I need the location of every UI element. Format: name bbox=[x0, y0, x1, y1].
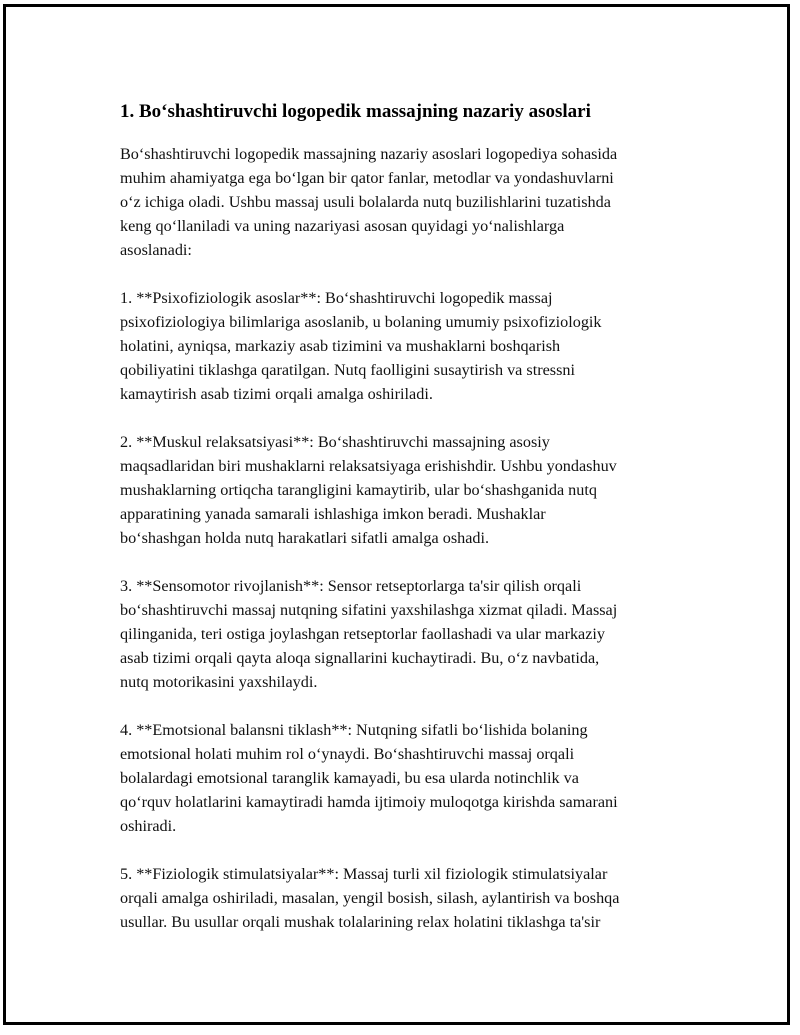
section-heading: 1. Bo‘shashtiruvchi logopedik massajning nazariy asoslari bbox=[120, 101, 591, 122]
text-line: emotsional holati muhim rol o‘ynaydi. Bo‘shashtiruvchi massaj orqali bbox=[120, 745, 575, 763]
page-frame bbox=[3, 4, 790, 1025]
text-line: bo‘shashgan holda nutq harakatlari sifatli amalga oshadi. bbox=[120, 529, 490, 547]
text-line: kamaytirish asab tizimi orqali amalga oshiriladi. bbox=[120, 385, 433, 403]
text-line: nutq motorikasini yaxshilaydi. bbox=[120, 673, 318, 691]
text-line: bo‘shashtiruvchi massaj nutqning sifatini yaxshilashga xizmat qiladi. Massaj bbox=[120, 601, 618, 619]
text-line: bolalardagi emotsional taranglik kamayadi, bu esa ularda notinchlik va bbox=[120, 769, 579, 787]
text-line: 1. **Psixofiziologik asoslar**: Bo‘shashtiruvchi logopedik massaj bbox=[120, 289, 553, 307]
text-line: holatini, ayniqsa, markaziy asab tizimini va mushaklarni boshqarish bbox=[120, 337, 561, 355]
text-line: usullar. Bu usullar orqali mushak tolalarining relax holatini tiklashga ta'sir bbox=[120, 913, 601, 931]
text-line: asab tizimi orqali qayta aloqa signallarini kuchaytiradi. Bu, o‘z navbatida, bbox=[120, 649, 600, 667]
text-line: qilinganida, teri ostiga joylashgan retseptorlar faollashadi va ular markaziy bbox=[120, 625, 606, 643]
text-line: 4. **Emotsional balansni tiklash**: Nutqning sifatli bo‘lishida bolaning bbox=[120, 721, 588, 739]
text-line: 2. **Muskul relaksatsiyasi**: Bo‘shashtiruvchi massajning asosiy bbox=[120, 433, 550, 451]
list-item-psixofiziologik bbox=[120, 286, 720, 406]
intro-paragraph bbox=[120, 142, 720, 262]
text-line: mushaklarning ortiqcha tarangligini kamaytirib, ular bo‘shashganida nutq bbox=[120, 481, 597, 499]
list-item-muskul-relaksatsiyasi bbox=[120, 430, 720, 550]
text-line: asoslanadi: bbox=[120, 241, 192, 259]
text-line: apparatining yanada samarali ishlashiga imkon beradi. Mushaklar bbox=[120, 505, 546, 523]
text-line: qo‘rquv holatlarini kamaytiradi hamda ijtimoiy muloqotga kirishda samarani bbox=[120, 793, 618, 811]
text-line: maqsadlaridan biri mushaklarni relaksatsiyaga erishishdir. Ushbu yondashuv bbox=[120, 457, 617, 475]
text-line: Bo‘shashtiruvchi logopedik massajning nazariy asoslari logopediya sohasida bbox=[120, 145, 618, 163]
list-item-fiziologik-stimulatsiyalar bbox=[120, 862, 720, 934]
text-line: keng qo‘llaniladi va uning nazariyasi asosan quyidagi yo‘nalishlarga bbox=[120, 217, 565, 235]
document-body bbox=[120, 99, 720, 958]
text-line: qobiliyatini tiklashga qaratilgan. Nutq faolligini susaytirish va stressni bbox=[120, 361, 575, 379]
text-line: 3. **Sensomotor rivojlanish**: Sensor retseptorlarga ta'sir qilish orqali bbox=[120, 577, 582, 595]
text-line: o‘z ichiga oladi. Ushbu massaj usuli bolalarda nutq buzilishlarini tuzatishda bbox=[120, 193, 611, 211]
list-item-sensomotor bbox=[120, 574, 720, 694]
list-item-emotsional-balans bbox=[120, 718, 720, 838]
text-line: muhim ahamiyatga ega bo‘lgan bir qator fanlar, metodlar va yondashuvlarni bbox=[120, 169, 614, 187]
text-line: orqali amalga oshiriladi, masalan, yengil bosish, silash, aylantirish va boshqa bbox=[120, 889, 620, 907]
text-line: psixofiziologiya bilimlariga asoslanib, u bolaning umumiy psixofiziologik bbox=[120, 313, 602, 331]
text-line: 5. **Fiziologik stimulatsiyalar**: Massaj turli xil fiziologik stimulatsiyalar bbox=[120, 865, 608, 883]
text-line: oshiradi. bbox=[120, 817, 177, 835]
